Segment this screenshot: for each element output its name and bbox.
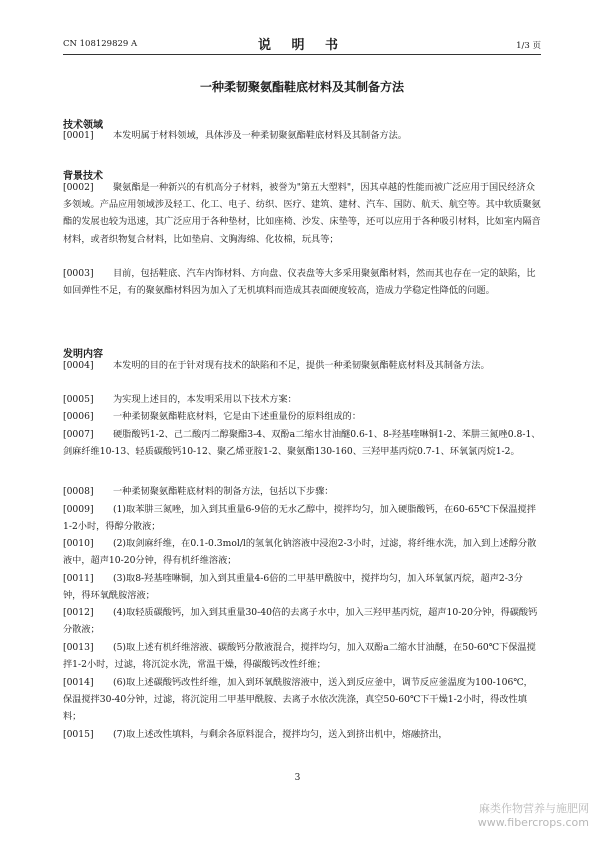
paragraph-number: [0003] xyxy=(63,268,94,279)
paragraph-text: 一种柔韧聚氨酯鞋底材料，它是由下述重量份的原料组成的： xyxy=(113,411,362,422)
heading-invention: 发明内容 xyxy=(63,349,103,360)
paragraph-0001 xyxy=(63,127,541,144)
paragraph-text: 硬脂酸钙1-2、己二酸丙二醇聚酯3-4、双酚a二缩水甘油醚0.6-1、8-羟基喹啉铜1-2、苯肼三氮唑0.8-1、剑麻纤维10-13、轻质碳酸钙10-12、聚乙烯亚胺1-2、聚氨酯130-160、三羟甲基丙烷0.7-1、环氧氯丙烷1-2。 xyxy=(63,429,541,458)
paragraph-number: [0006] xyxy=(63,411,94,422)
paragraph-text: (4)取轻质碳酸钙，加入到其重量30-40倍的去离子水中，加入三羟甲基丙烷，超声10-20分钟，得碳酸钙分散液； xyxy=(63,607,538,636)
paragraph-text: (5)取上述有机纤维溶液、碳酸钙分散液混合，搅拌均匀，加入双酚a二缩水甘油醚，在50-60℃下保温搅拌1-2小时，过滤，将沉淀水洗，常温干燥，得碳酸钙改性纤维； xyxy=(63,642,536,671)
paragraph-0004 xyxy=(63,357,541,374)
paragraph-0008 xyxy=(63,483,541,500)
heading-background: 背景技术 xyxy=(63,171,103,182)
paragraph-0006 xyxy=(63,408,541,425)
paragraph-text: 本发明属于材料领域，具体涉及一种柔韧聚氨酯鞋底材料及其制备方法。 xyxy=(113,130,407,141)
paragraph-text: 本发明的目的在于针对现有技术的缺陷和不足，提供一种柔韧聚氨酯鞋底材料及其制备方法。 xyxy=(113,360,490,371)
paragraph-0009 xyxy=(63,501,541,535)
paragraph-0013 xyxy=(63,639,541,673)
paragraph-number: [0010] xyxy=(63,538,94,549)
paragraph-text: (1)取苯肼三氮唑，加入到其重量6-9倍的无水乙醇中，搅拌均匀，加入硬脂酸钙，在60-65℃下保温搅拌1-2小时，得醇分散液； xyxy=(63,504,536,533)
paragraph-text: (7)取上述改性填料，与剩余各原料混合，搅拌均匀，送入到挤出机中，熔融挤出， xyxy=(113,729,448,740)
paragraph-number: [0005] xyxy=(63,394,94,405)
paragraph-text: (2)取剑麻纤维，在0.1-0.3mol/l的氢氧化钠溶液中浸泡2-3小时，过滤，将纤维水洗，加入到上述醇分散液中，超声10-20分钟，得有机纤维溶液； xyxy=(63,538,537,567)
paragraph-0014 xyxy=(63,674,541,726)
paragraph-number: [0008] xyxy=(63,486,94,497)
paragraph-number: [0009] xyxy=(63,504,94,515)
doc-type: 说 明 书 xyxy=(257,38,347,53)
paragraph-0003 xyxy=(63,265,541,299)
paragraph-0005 xyxy=(63,391,541,408)
watermark-url: www.fibercrops.com xyxy=(477,816,589,829)
paragraph-text: (3)取8-羟基喹啉铜，加入到其重量4-6倍的二甲基甲酰胺中，搅拌均匀，加入环氧氯丙烷，超声2-3分钟，得环氧酰胺溶液； xyxy=(63,573,523,602)
paragraph-text: 一种柔韧聚氨酯鞋底材料的制备方法，包括以下步骤： xyxy=(113,486,334,497)
paragraph-number: [0014] xyxy=(63,677,94,688)
watermark xyxy=(478,802,589,830)
paragraph-text: (6)取上述碳酸钙改性纤维，加入到环氧酰胺溶液中，送入到反应釜中，调节反应釜温度为100-106℃，保温搅拌30-40分钟，过滤，将沉淀用二甲基甲酰胺、去离子水依次洗涤，真空50-60℃下干燥1-2小时，得改性填料； xyxy=(63,677,533,723)
paragraph-0010 xyxy=(63,535,541,569)
paragraph-number: [0013] xyxy=(63,642,94,653)
doc-number: CN 108129829 A xyxy=(63,39,138,49)
paragraph-text: 聚氨酯是一种新兴的有机高分子材料，被誉为"第五大塑料"，因其卓越的性能而被广泛应用于国民经济众多领域。产品应用领域涉及轻工、化工、电子、纺织、医疗、建筑、建材、汽车、国防、航天、航空等。其中软质聚氨酯的发展也较为迅速，其广泛应用于各种垫材，比如座椅、沙发、床垫等，还可以应用于各种吸引材料，比如室内隔音材料，或者织物复合材料，比如垫肩、文胸海绵、化妆棉，玩具等； xyxy=(63,182,541,245)
paragraph-number: [0002] xyxy=(63,182,94,193)
paragraph-0002 xyxy=(63,179,541,248)
paragraph-text: 目前，包括鞋底、汽车内饰材料、方向盘、仪表盘等大多采用聚氨酯材料，然而其也存在一定的缺陷，比如回弹性不足，有的聚氨酯材料因为加入了无机填料而造成其表面硬度较高，造成力学稳定性降低的问题。 xyxy=(63,268,536,297)
document-title: 一种柔韧聚氨酯鞋底材料及其制备方法 xyxy=(199,80,404,94)
paragraph-number: [0011] xyxy=(63,573,94,584)
paragraph-0011 xyxy=(63,570,541,604)
paragraph-number: [0015] xyxy=(63,729,94,740)
paragraph-0012 xyxy=(63,604,541,638)
page-header xyxy=(63,34,541,55)
paragraph-number: [0001] xyxy=(63,130,94,141)
page-info: 1/3 页 xyxy=(516,41,541,51)
paragraph-0015 xyxy=(63,726,541,743)
page-number: 3 xyxy=(294,773,301,783)
paragraph-0007 xyxy=(63,426,541,460)
paragraph-number: [0012] xyxy=(63,607,94,618)
watermark-title: 麻类作物营养与施肥网 xyxy=(479,802,589,815)
paragraph-number: [0004] xyxy=(63,360,94,371)
paragraph-number: [0007] xyxy=(63,429,94,440)
heading-tech-field: 技术领域 xyxy=(63,120,103,131)
paragraph-text: 为实现上述目的，本发明采用以下技术方案： xyxy=(113,394,297,405)
